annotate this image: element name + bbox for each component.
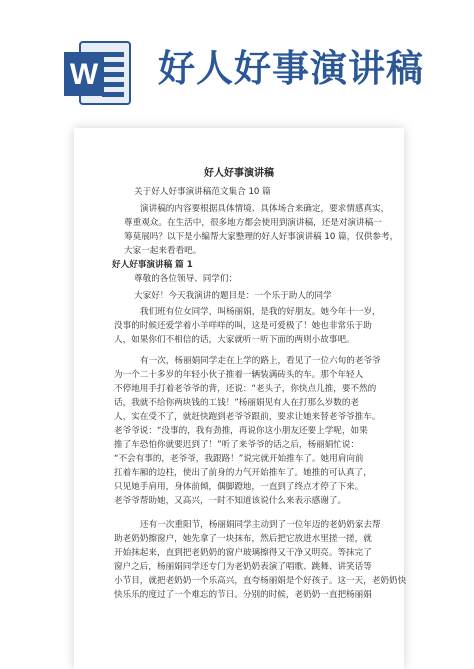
paragraph-line: 为一个二十多岁的年轻小伙子推着一辆装满砖头的车。那个年轻人: [114, 370, 364, 380]
paragraph-line: “不会有事的，老爷爷，我跟路！”说完就开始推车了。她用肩向前: [114, 454, 364, 464]
section-heading: 好人好事演讲稿 篇 1: [112, 260, 193, 270]
word-doc-icon: [62, 38, 134, 108]
paragraph-line: 大家一起来看看吧。: [124, 246, 202, 256]
paragraph-line: 只见她手肩用，身体前倾，偶脚蹬地，一直到了终点才停了下来。: [114, 482, 364, 492]
header-banner: [0, 0, 474, 118]
paragraph-line: 我们班有位女同学，叫杨丽娟，是我的好朋友。她今年十一岁，: [140, 307, 381, 317]
word-logo-letter: W: [69, 58, 99, 91]
paragraph-line: 还有一次重阳节，杨丽娟同学主动到了一位年迈的老奶奶家去帮: [140, 520, 381, 530]
page-title: 好人好事演讲稿: [158, 47, 424, 90]
paragraph-line: 助老奶奶擦窗户，她先拿了一块抹布，然后把它放进水里搓一搓，就: [114, 534, 372, 544]
paragraph-line: 扛着车厢的边柱，使出了前身的力气开始推车了。她推的可认真了，: [114, 468, 372, 478]
document-page: [74, 128, 407, 669]
paragraph-line: 没事的时候还爱学着小羊咩咩的叫，这是可爱极了！她也非常乐于助: [114, 321, 372, 331]
paragraph-line: 关于好人好事演讲稿范文集合 10 篇: [134, 187, 271, 197]
paragraph-line: 快乐乐的度过了一个难忘的节日。分别的时候，老奶奶一直把杨丽娟: [114, 590, 372, 600]
paragraph-line: 话，我就不给你两块钱的工钱！”杨丽娟见有人在打那么岁数的老: [114, 398, 360, 408]
paragraph-line: 人，实在受不了，就赶快跑到老爷爷跟前，要求让她来替老爷爷推车。: [114, 412, 381, 422]
paragraph-line: 开始抹起来，直到把老奶奶的窗户玻璃擦得又干净又明亮。等抹完了: [114, 548, 372, 558]
paragraph-line: 人，如果你们不相信的话，大家就听一听下面的两则小故事吧。: [114, 335, 355, 345]
paragraph-line: 尊重观众。在生活中，很多地方都会使用到演讲稿，还是对演讲稿一: [124, 218, 382, 228]
paragraph-line: 不停地用手打着老爷爷的背，还说：“老头子，你快点儿推，要不然的: [114, 384, 377, 394]
paragraph-line: 有一次，杨丽娟同学走在上学的路上，看见了一位六旬的老爷爷: [140, 356, 381, 366]
paragraph-line: 老爷爷帮助她，又高兴，一时不知道该说什么来表示感谢了。: [114, 496, 347, 506]
document-title: 好人好事演讲稿: [204, 168, 274, 179]
paragraph-line: 演讲稿的内容要根据具体情境、具体场合来确定，要求情感真实，: [140, 204, 390, 214]
paragraph-line: 尊敬的各位领导、同学们：: [134, 274, 238, 284]
paragraph-line: 推了车恐怕你就要迟到了！”听了来爷爷的话之后，杨丽娟忙说：: [114, 440, 360, 450]
paragraph-line: 老爷爷说：“没事的，我有劲推，再说你这小朋友还要上学呢，如果: [114, 426, 368, 436]
paragraph-line: 窗户之后，杨丽娟同学还专门为老奶奶表演了唱歌、跳舞、讲笑话等: [114, 562, 372, 572]
paragraph-line: 筹莫展吗？以下是小编帮大家整理的好人好事演讲稿 10 篇，仅供参考，: [124, 232, 399, 242]
paragraph-line: 大家好！今天我演讲的题目是：一个乐于助人的同学: [134, 291, 332, 301]
paragraph-line: 小节目，就把老奶奶一个乐高兴，直夸杨丽娟是个好孩子。这一天，老奶奶快: [114, 576, 407, 586]
